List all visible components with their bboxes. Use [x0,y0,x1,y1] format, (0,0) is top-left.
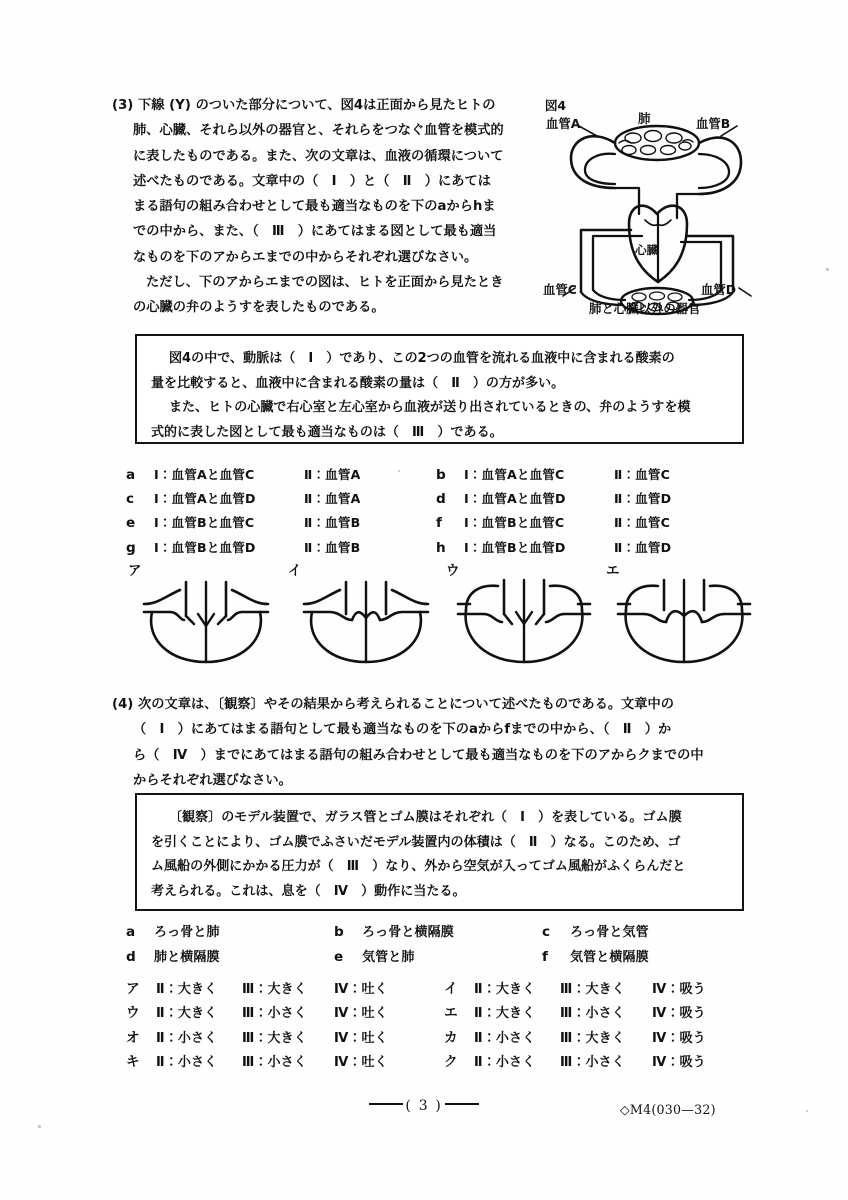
q4-line-2: ら（ Ⅳ ）までにあてはまる語句の組み合わせとして最も適当なものを下のアからクまでの中 [133,747,704,763]
option4k-ki[interactable] [126,1050,444,1074]
valve-diagram-open-svg [136,570,276,666]
option-c[interactable] [126,488,436,512]
option4-b[interactable] [334,921,542,946]
figure-4-label-vessel-a: 血管A [546,116,581,131]
q4-line-1: （ Ⅰ ）にあてはまる語句として最も適当なものを下のaからfまでの中から、（ Ⅱ ）か [133,722,672,738]
valve-figure-c-key: ウ [446,564,460,579]
option4k-o-p4: Ⅳ：吐く [334,1030,388,1046]
option4k-a-key: ア [126,981,140,997]
q3-line-8: の心臓の弁のようすを表したものである。 [133,300,385,316]
option-f-key: f [436,515,442,532]
option-b-part2: Ⅱ：血管C [614,467,670,482]
option-c-key: c [126,491,135,508]
option4k-u-p2: Ⅱ：大きく [156,1006,218,1022]
q3-line-1: 肺、心臓、それら以外の器官と、それらをつなぐ血管を模式的 [133,123,504,139]
q3-line-0: (3) 下線 (Y) のついた部分について、図4は正面から見たヒトの [112,98,496,113]
option4k-ki-key: キ [126,1054,140,1071]
q3-line-6: なものを下のアからエまでの中からそれぞれ選びなさい。 [133,249,478,265]
option4k-a[interactable] [126,977,444,1001]
option4k-ka-p3: Ⅲ：大きく [560,1030,625,1046]
passage1-line-0: 図4の中で、動脈は（ Ⅰ ）であり、この2つの血管を流れる血液中に含まれる酸素の [169,351,675,366]
passage1-line-3: 式的に表した図として最も適当なものは（ Ⅲ ）である。 [151,424,503,440]
question-3-prompt [112,93,536,321]
passage-box-observation [135,793,744,911]
option-a-key: a [126,467,136,483]
option4-c-key: c [542,924,551,940]
valve-figure-b-key: イ [288,564,302,579]
option-e-part2: Ⅱ：血管B [304,515,361,531]
option-b-part1: Ⅰ：血管Aと血管C [464,467,565,482]
option4k-ka-key: カ [444,1029,458,1046]
page-number-footer [0,1098,848,1114]
option4k-e-key: エ [444,1005,458,1022]
option4k-i-p4: Ⅳ：吸う [652,982,706,997]
valve-figure-a[interactable] [128,562,278,668]
option4k-i-p2: Ⅱ：大きく [474,982,536,997]
option4k-ki-p3: Ⅲ：小さく [242,1055,307,1071]
options-list-a-to-ku [126,977,746,1075]
option4k-e-p4: Ⅳ：吸う [652,1006,706,1022]
scan-speck [398,470,400,472]
valve-figure-b[interactable] [288,562,438,668]
valve-diagram-closed-svg [296,570,436,666]
option-d-key: d [436,491,446,508]
passage2-line-1: を引くことにより、ゴム膜でふさいだモデル装置内の体積は（ Ⅱ ）なる。このため、ゴ [151,834,681,850]
page-number-value: 3 [418,1098,430,1114]
option-h-key: h [436,539,446,556]
passage1-line-1: 量を比較すると、血液中に含まれる酸素の量は（ Ⅱ ）の方が多い。 [151,375,565,391]
figure-4-label-vessel-b: 血管B [696,116,731,131]
option4k-i-key: イ [444,981,458,997]
q3-line-7: ただし、下のアからエまでの図は、ヒトを正面から見たとき [146,275,504,291]
option-a-part2: Ⅱ：血管A [304,467,361,482]
footer-rule-right [445,1103,479,1105]
valve-figure-row [128,562,748,668]
option4k-e-p3: Ⅲ：小さく [560,1006,625,1022]
option-h[interactable] [436,537,746,561]
valve-figure-a-key: ア [128,564,142,579]
option-g-part1: Ⅰ：血管Bと血管D [154,539,256,555]
figure-4-title: 図4 [545,98,567,113]
option-e[interactable] [126,512,436,536]
option4k-o[interactable] [126,1026,444,1050]
option4-d-key: d [126,949,136,965]
scan-speck [806,1110,808,1112]
valve-figure-c[interactable] [446,562,596,668]
valve-figure-d[interactable] [606,562,756,668]
passage1-line-2: また、ヒトの心臓で右心室と左心室から血液が送り出されているときの、弁のようすを模 [169,400,691,416]
option4-a[interactable] [126,921,334,946]
option-d-part2: Ⅱ：血管D [614,491,672,507]
option4k-ku-p2: Ⅱ：小さく [474,1055,536,1071]
option4k-ka[interactable] [444,1026,746,1050]
option-d[interactable] [436,488,746,512]
option4k-ku-p3: Ⅲ：小さく [560,1055,625,1071]
option4k-o-p2: Ⅱ：小さく [156,1030,218,1046]
option-f-part1: Ⅰ：血管Bと血管C [464,515,565,531]
option-a[interactable] [126,464,436,488]
option4-f[interactable] [542,946,746,971]
option4-f-text: 気管と横隔膜 [570,950,649,965]
figure-4-label-vessel-d: 血管D [701,282,737,297]
passage2-line-2: ム風船の外側にかかる圧力が（ Ⅲ ）なり、外から空気が入ってゴム風船がふくらんだと [151,859,686,875]
option-d-part1: Ⅰ：血管Aと血管D [464,491,566,507]
scan-speck [38,1125,41,1128]
option-f[interactable] [436,512,746,536]
option4k-u[interactable] [126,1001,444,1025]
passage2-line-0: 〔観察〕のモデル装置で、ガラス管とゴム膜はそれぞれ（ Ⅰ ）を表している。ゴム膜 [169,810,682,825]
option-g-key: g [126,539,136,556]
option4-e-key: e [334,949,344,965]
q4-line-3: からそれぞれ選びなさい。 [133,773,292,789]
option4-e[interactable] [334,946,542,971]
option4k-u-key: ウ [126,1005,140,1022]
option-a-part1: Ⅰ：血管Aと血管C [154,467,255,482]
q3-line-4: まる語句の組み合わせとして最も適当なものを下のaからhま [133,199,496,215]
option4k-a-p3: Ⅲ：大きく [242,982,307,997]
option-c-part1: Ⅰ：血管Aと血管D [154,491,256,507]
option4k-e[interactable] [444,1001,746,1025]
valve-diagram-open-alt-svg [454,570,594,666]
option4k-ku-p4: Ⅳ：吸う [652,1055,706,1071]
figure-4-label-heart: 心臓 [635,243,659,257]
option-h-part2: Ⅱ：血管D [614,539,672,555]
option4-b-text: ろっ骨と横隔膜 [362,925,454,940]
question-4-prompt [112,692,752,794]
document-code: ◇M4(030—32) [620,1102,716,1117]
valve-diagram-closed-alt-svg [614,570,754,666]
option4-f-key: f [542,949,548,965]
figure-4-label-vessel-c: 血管C [543,282,577,297]
passage2-line-3: 考えられる。これは、息を（ Ⅳ ）動作に当たる。 [151,883,466,899]
option-h-part1: Ⅰ：血管Bと血管D [464,539,566,555]
option-c-part2: Ⅱ：血管A [304,491,361,507]
option4k-ki-p4: Ⅳ：吐く [334,1055,388,1071]
option4k-a-p2: Ⅱ：大きく [156,982,218,997]
option-b-key: b [436,467,446,483]
option-g[interactable] [126,537,436,561]
q4-line-0: (4) 次の文章は、〔観察〕やその結果から考えられることについて述べたものである。文章中の [112,697,675,712]
q3-line-3: 述べたものである。文章中の（ Ⅰ ）と（ Ⅱ ）にあては [133,173,491,189]
option4-c-text: ろっ骨と気管 [570,925,649,940]
scan-speck [826,268,829,271]
option4k-ka-p4: Ⅳ：吸う [652,1030,706,1046]
option-g-part2: Ⅱ：血管B [304,539,361,555]
passage-box-circulation [135,334,744,444]
option4k-ki-p2: Ⅱ：小さく [156,1055,218,1071]
option-b[interactable] [436,464,746,488]
option4k-ka-p2: Ⅱ：小さく [474,1030,536,1046]
option4-b-key: b [334,924,344,940]
option4k-a-p4: Ⅳ：吐く [334,982,388,997]
q3-line-2: に表したものである。また、次の文章は、血液の循環について [133,148,504,164]
option4k-u-p3: Ⅲ：小さく [242,1006,307,1022]
option-e-key: e [126,515,136,532]
options-list-a-to-h [126,464,746,561]
option4k-i[interactable] [444,977,746,1001]
option4-e-text: 気管と肺 [362,950,415,965]
page-number: ( 3 ) [405,1098,443,1114]
option4k-o-p3: Ⅲ：大きく [242,1030,307,1046]
figure-4-label-other-organs: 肺と心臓以外の器官 [589,301,701,316]
option-f-part2: Ⅱ：血管C [614,515,670,531]
options-list-a-to-f [126,921,746,971]
option4k-u-p4: Ⅳ：吐く [334,1006,388,1022]
figure-4-label-lung: 肺 [638,111,651,126]
option-e-part1: Ⅰ：血管Bと血管C [154,515,255,531]
option4-d[interactable] [126,946,334,971]
option4-d-text: 肺と横隔膜 [154,950,220,965]
option4-c[interactable] [542,921,746,946]
option4k-o-key: オ [126,1029,140,1046]
option4k-i-p3: Ⅲ：大きく [560,982,625,997]
option4k-e-p2: Ⅱ：大きく [474,1006,536,1022]
option4-a-text: ろっ骨と肺 [154,925,220,940]
valve-figure-d-key: エ [606,564,620,579]
figure-4-circulation-diagram [541,96,773,324]
option4k-ku-key: ク [444,1054,458,1071]
q3-line-5: での中から、また、（ Ⅲ ）にあてはまる図として最も適当 [133,224,497,240]
option4-a-key: a [126,924,136,940]
footer-rule-left [369,1103,403,1105]
option4k-ku[interactable] [444,1050,746,1074]
